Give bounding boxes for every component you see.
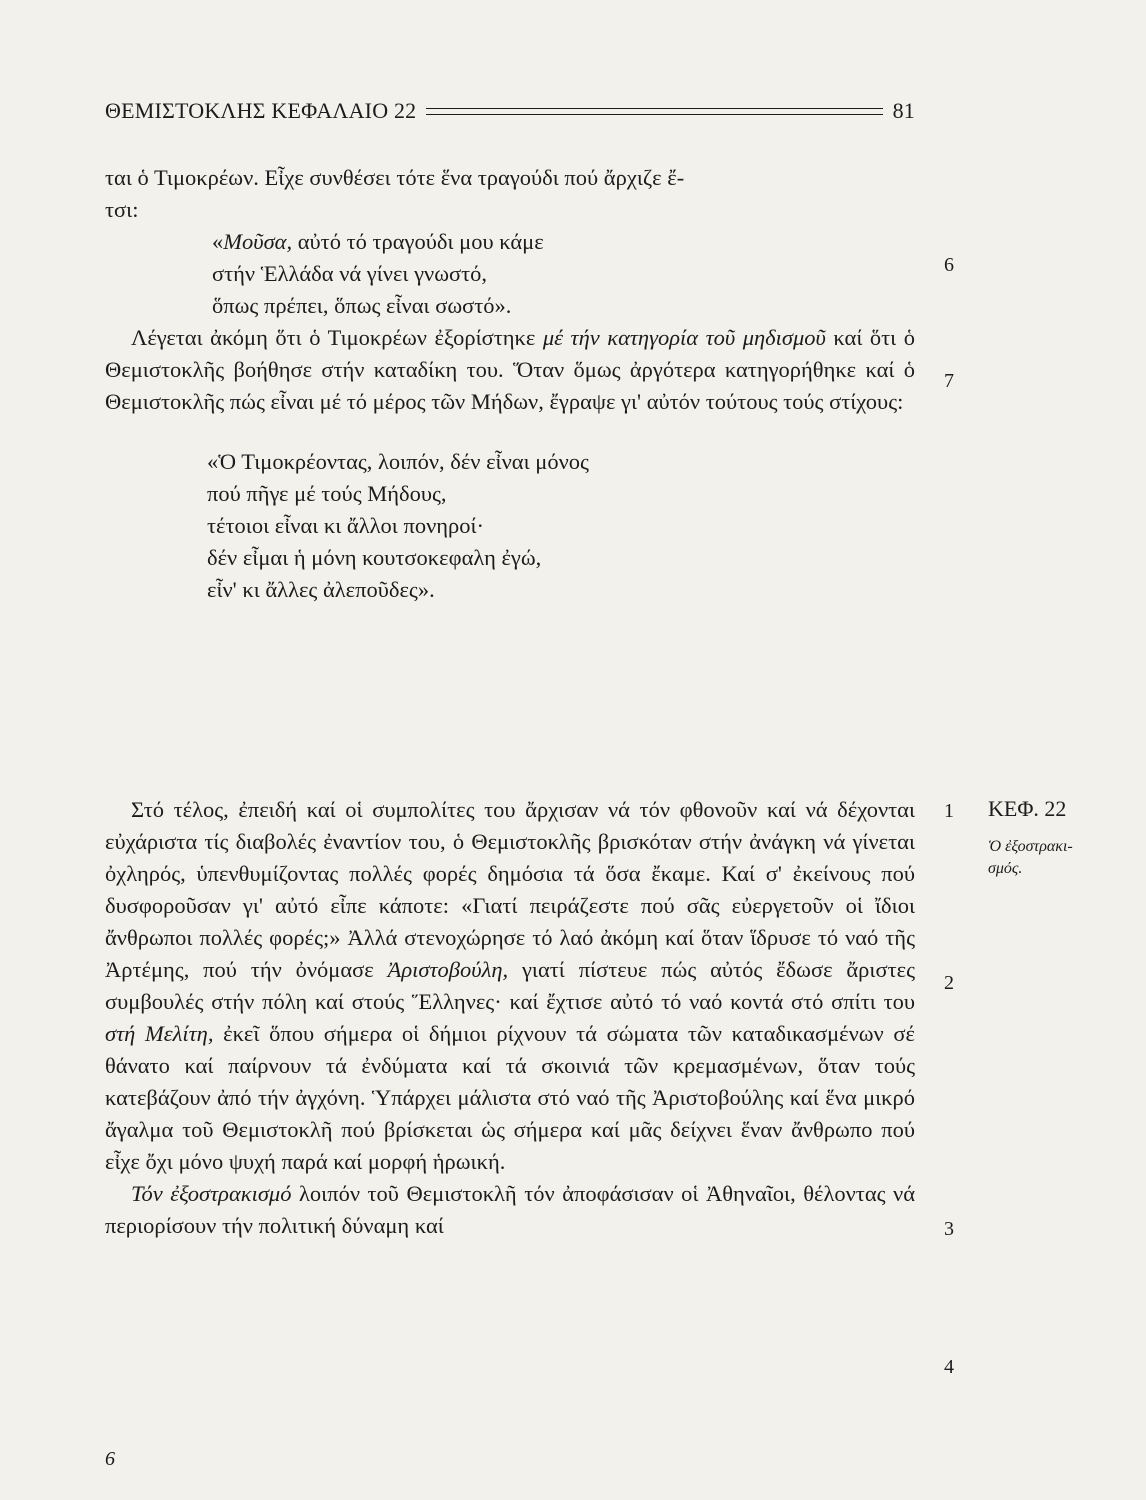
running-title: ΘΕΜΙΣΤΟΚΛΗΣ ΚΕΦΑΛΑΙΟ 22: [105, 98, 417, 123]
signature-mark: 6: [105, 1448, 115, 1470]
chapter-side-subtitle: Ὁ ἐξοστρακι- σμός.: [988, 838, 1073, 877]
verse-1-italic: Μοῦσα,: [223, 229, 293, 254]
header-rule: [426, 108, 882, 115]
paragraph-4: Τόν ἐξοστρακισμό λοιπόν τοῦ Θεμιστοκλῆ τόν ἀποφάσισαν οἱ Ἀθηναῖοι, θέλοντας νά περιορίσουν τήν πολιτική δύναμη καί: [105, 1181, 915, 1238]
paragraph-2: Λέγεται ἀκόμη ὅτι ὁ Τιμοκρέων ἐξορίστηκε μέ τήν κατηγορία τοῦ μηδισμοῦ καί ὅτι ὁ Θεμιστοκλῆς βοήθησε στήν καταδίκη του. Ὅταν ὅμως ἀργότερα κατηγορήθηκε καί ὁ Θεμιστοκλῆς πώς εἶναι μέ τό μέρος τῶν Μήδων, ἔγραψε γι' αὐτόν τούτους τούς στίχους:: [105, 325, 915, 414]
paragraph-3: Στό τέλος, ἐπειδή καί οἱ συμπολίτες του ἄρχισαν νά τόν φθονοῦν καί νά δέχονται εὐχάριστα τίς διαβολές ἐναντίον του, ὁ Θεμιστοκλῆς βρισκόταν στήν ἀνάγκη νά γίνεται ὀχληρός, ὑπενθυμίζοντας πολλές φορές δημόσια τά ὅσα ἔκαμε. Καί σ' ἐκείνους πού δυσφοροῦσαν γι' αὐτό εἶπε κάποτε: «Γιατί πειράζεστε πού σᾶς εὐεργετοῦν οἱ ἴδιοι ἄνθρωποι πολλές φορές;» Ἀλλά στενοχώρησε τό λαό ἀκόμη καί ὅταν ἵδρυσε τό ναό τῆς Ἀρτέμης, πού τήν ὀνόμασε Ἀριστοβούλη, γιατί πίστευε πώς αὐτός ἔδωσε ἄριστες συμβουλές στήν πόλη καί στούς Ἕλληνες· καί ἔχτισε αὐτό τό ναό κοντά στό σπίτι του στή Μελίτη, ἐκεῖ ὅπου σήμερα οἱ δήμιοι ρίχνουν τά σώματα τῶν καταδικασμένων σέ θάνατο καί παίρνουν τά ἐνδύματα καί τά σκοινιά τῶν κρεμασμένων, ὅταν τούς κατεβάζουν ἀπό τήν ἀγχόνη. Ὑπάρχει μάλιστα στό ναό τῆς Ἀριστοβούλης καί ἕνα μικρό ἄγαλμα τοῦ Θεμιστοκλῆ πού βρίσκεται ὡς σήμερα καί μᾶς δείχνει ἕναν ἄνθρωπο πού εἶχε ὄχι μόνο ψυχή παρά καί μορφή ἡρωική.: [105, 797, 915, 1174]
verse-2: «Ὁ Τιμοκρέοντας, λοιπόν, δέν εἶναι μόνος πού πῆγε μέ τούς Μήδους, τέτοιοι εἶναι κι ἄλλοι πονηροί· δέν εἶμαι ἡ μόνη κουτσοκεφαλη ἐγώ, εἶν' κι ἄλλες ἀλεποῦδες».: [207, 449, 589, 602]
line-number: 1: [944, 800, 954, 822]
line-number: 3: [944, 1218, 954, 1240]
paragraph-1: ται ὁ Τιμοκρέων. Εἶχε συνθέσει τότε ἕνα τραγούδι πού ἄρχιζε ἔ- τσι:: [105, 165, 685, 222]
verse-1: «Μοῦσα, αὐτό τό τραγούδι μου κάμε στήν Ἑλλάδα νά γίνει γνωστό, ὅπως πρέπει, ὅπως εἶναι σωστό».: [212, 229, 544, 318]
line-number: 6: [944, 254, 954, 276]
line-number: 2: [944, 972, 954, 994]
text-block-1: [105, 162, 915, 606]
running-header: [105, 96, 915, 126]
text-block-2: [105, 794, 915, 1242]
page-number: 81: [892, 98, 915, 123]
line-number: 7: [944, 370, 954, 392]
chapter-side-title: ΚΕΦ. 22: [988, 796, 1067, 821]
line-number: 4: [944, 1356, 954, 1378]
